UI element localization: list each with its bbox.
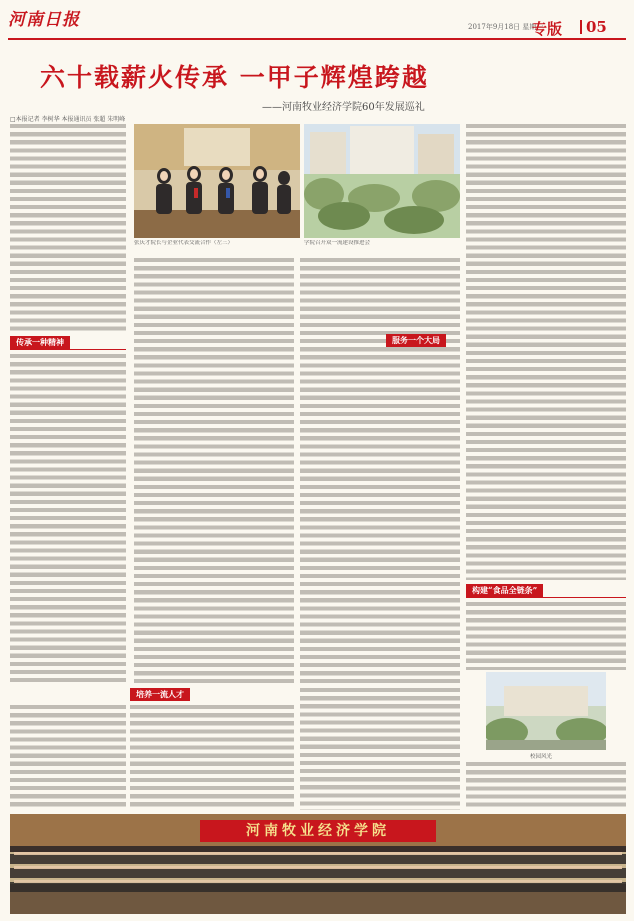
newspaper-logo: 河南日报 — [8, 10, 80, 30]
group-photo — [10, 814, 626, 914]
photo-caption: 校园风光 — [530, 754, 553, 760]
text-column — [130, 705, 294, 810]
text-column — [466, 124, 626, 580]
section-heading: 培养一流人才 — [130, 688, 190, 701]
section-name: 专版 — [532, 20, 563, 38]
text-column — [300, 688, 460, 810]
page-header — [0, 0, 634, 36]
article-photo — [304, 124, 460, 238]
article-subtitle: ——河南牧业经济学院60年发展巡礼 — [262, 102, 425, 113]
section-heading-rule — [10, 349, 126, 350]
issue-date: 2017年9月18日 星期一 — [468, 23, 544, 31]
article-photo — [134, 124, 300, 238]
header-divider — [580, 20, 582, 34]
section-heading-rule — [466, 597, 626, 598]
text-column — [10, 124, 126, 332]
section-heading: 服务一个大局 — [386, 334, 446, 347]
text-column — [10, 354, 126, 684]
header-rule — [8, 38, 626, 40]
text-column — [466, 602, 626, 670]
page-number: 05 — [586, 18, 607, 36]
text-column — [466, 762, 626, 810]
article-photo — [486, 672, 606, 750]
text-column — [10, 705, 126, 810]
section-heading: 构建“食品全链条” — [466, 584, 543, 597]
text-column — [300, 258, 460, 683]
photo-caption: 张庆才院长与企业代表交流合作（左三） — [134, 240, 234, 246]
article-title: 六十载薪火传承 一甲子辉煌跨越 — [40, 63, 429, 92]
section-heading: 传承一种精神 — [10, 336, 70, 349]
article-byline: □本报记者 李树华 本报通讯员 张超 朱明峰 — [10, 116, 126, 123]
text-column — [134, 258, 294, 683]
banner-text: 河南牧业经济学院 — [246, 823, 390, 839]
photo-caption: 学院召开双一流建设推进会 — [304, 240, 371, 246]
